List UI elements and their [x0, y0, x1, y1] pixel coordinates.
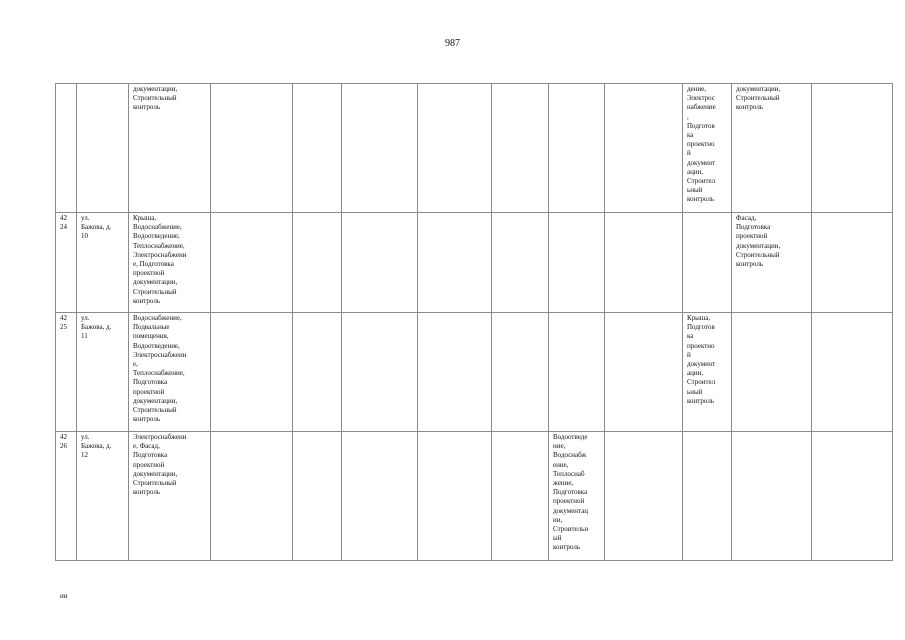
cell-text: 42 26	[60, 433, 67, 451]
table-cell	[492, 213, 549, 313]
cell-text: Фасад, Подготовка проектной документации, Строительный контроль	[736, 214, 781, 269]
cell-text: ул. Бажова, д. 10	[81, 214, 112, 241]
table-cell	[683, 84, 732, 213]
table-cell	[77, 313, 129, 432]
cell-text: Водоотведе ние, Водоснабж ение, Теплоснаб жение, Подготовка проектной документац ии, Строительн ый контроль	[553, 433, 589, 552]
cell-text: Электроснабжени е, Фасад, Подготовка проектной документации, Строительный контроль	[133, 433, 187, 497]
table-cell	[129, 313, 211, 432]
cell-text: ул. Бажова, д. 11	[81, 314, 112, 341]
table-cell	[492, 84, 549, 213]
table-cell	[605, 213, 683, 313]
table-cell	[129, 432, 211, 561]
table-cell	[732, 432, 812, 561]
table-cell	[549, 313, 605, 432]
table-cell	[77, 84, 129, 213]
table-cell	[418, 213, 492, 313]
footer-note: ии	[60, 592, 68, 600]
table-cell	[56, 313, 77, 432]
table-cell	[605, 84, 683, 213]
table-cell	[293, 313, 342, 432]
table-row	[56, 432, 893, 561]
table-cell	[812, 213, 893, 313]
table-cell	[683, 313, 732, 432]
cell-text: Крыша, Подготов ка проектно й документ ации, Строител ьный контроль	[687, 314, 716, 405]
table-cell	[732, 313, 812, 432]
table-cell	[129, 84, 211, 213]
table-cell	[342, 313, 418, 432]
cell-text: 42 24	[60, 214, 67, 232]
table-cell	[732, 84, 812, 213]
table-cell	[211, 84, 293, 213]
table-row	[56, 213, 893, 313]
table-cell	[342, 213, 418, 313]
cell-text: 42 25	[60, 314, 67, 332]
table-cell	[293, 213, 342, 313]
cell-text: Крыша, Водоснабжение, Водоотведение, Теплоснабжение, Электроснабжени е, Подготовка проектной документации, Строительный контроль	[133, 214, 187, 305]
table-cell	[732, 213, 812, 313]
table-cell	[605, 313, 683, 432]
table-cell	[293, 432, 342, 561]
table-cell	[418, 432, 492, 561]
cell-text: дение, Электрос набжение , Подготов ка проектно й документ ации, Строител ьный контроль	[687, 85, 716, 204]
table-cell	[56, 213, 77, 313]
cell-text: документации, Строительный контроль	[133, 85, 178, 112]
table-cell	[418, 84, 492, 213]
table-row	[56, 84, 893, 213]
table-cell	[549, 213, 605, 313]
table-cell	[77, 213, 129, 313]
table-cell	[492, 432, 549, 561]
table-cell	[129, 213, 211, 313]
table-cell	[293, 84, 342, 213]
table-cell	[605, 432, 683, 561]
table-cell	[812, 84, 893, 213]
table-cell	[342, 432, 418, 561]
table-cell	[211, 313, 293, 432]
page-number: 987	[445, 38, 460, 49]
cell-text: Водоснабжение, Подвальные помещения, Водоотведение, Электроснабжени е, Теплоснабжение, Подготовка проектной документации, Строительный контроль	[133, 314, 187, 424]
table-cell	[812, 432, 893, 561]
table-cell	[211, 432, 293, 561]
table-cell	[549, 84, 605, 213]
table-cell	[77, 432, 129, 561]
cell-text: ул. Бажова, д. 12	[81, 433, 112, 460]
table-cell	[211, 213, 293, 313]
cell-text: документации, Строительный контроль	[736, 85, 781, 112]
table-cell	[492, 313, 549, 432]
capital-repair-table	[55, 83, 893, 561]
table-cell	[812, 313, 893, 432]
table-cell	[549, 432, 605, 561]
table-cell	[56, 84, 77, 213]
table-cell	[342, 84, 418, 213]
table-row	[56, 313, 893, 432]
table-cell	[418, 313, 492, 432]
table-cell	[683, 432, 732, 561]
table-cell	[56, 432, 77, 561]
table-cell	[683, 213, 732, 313]
